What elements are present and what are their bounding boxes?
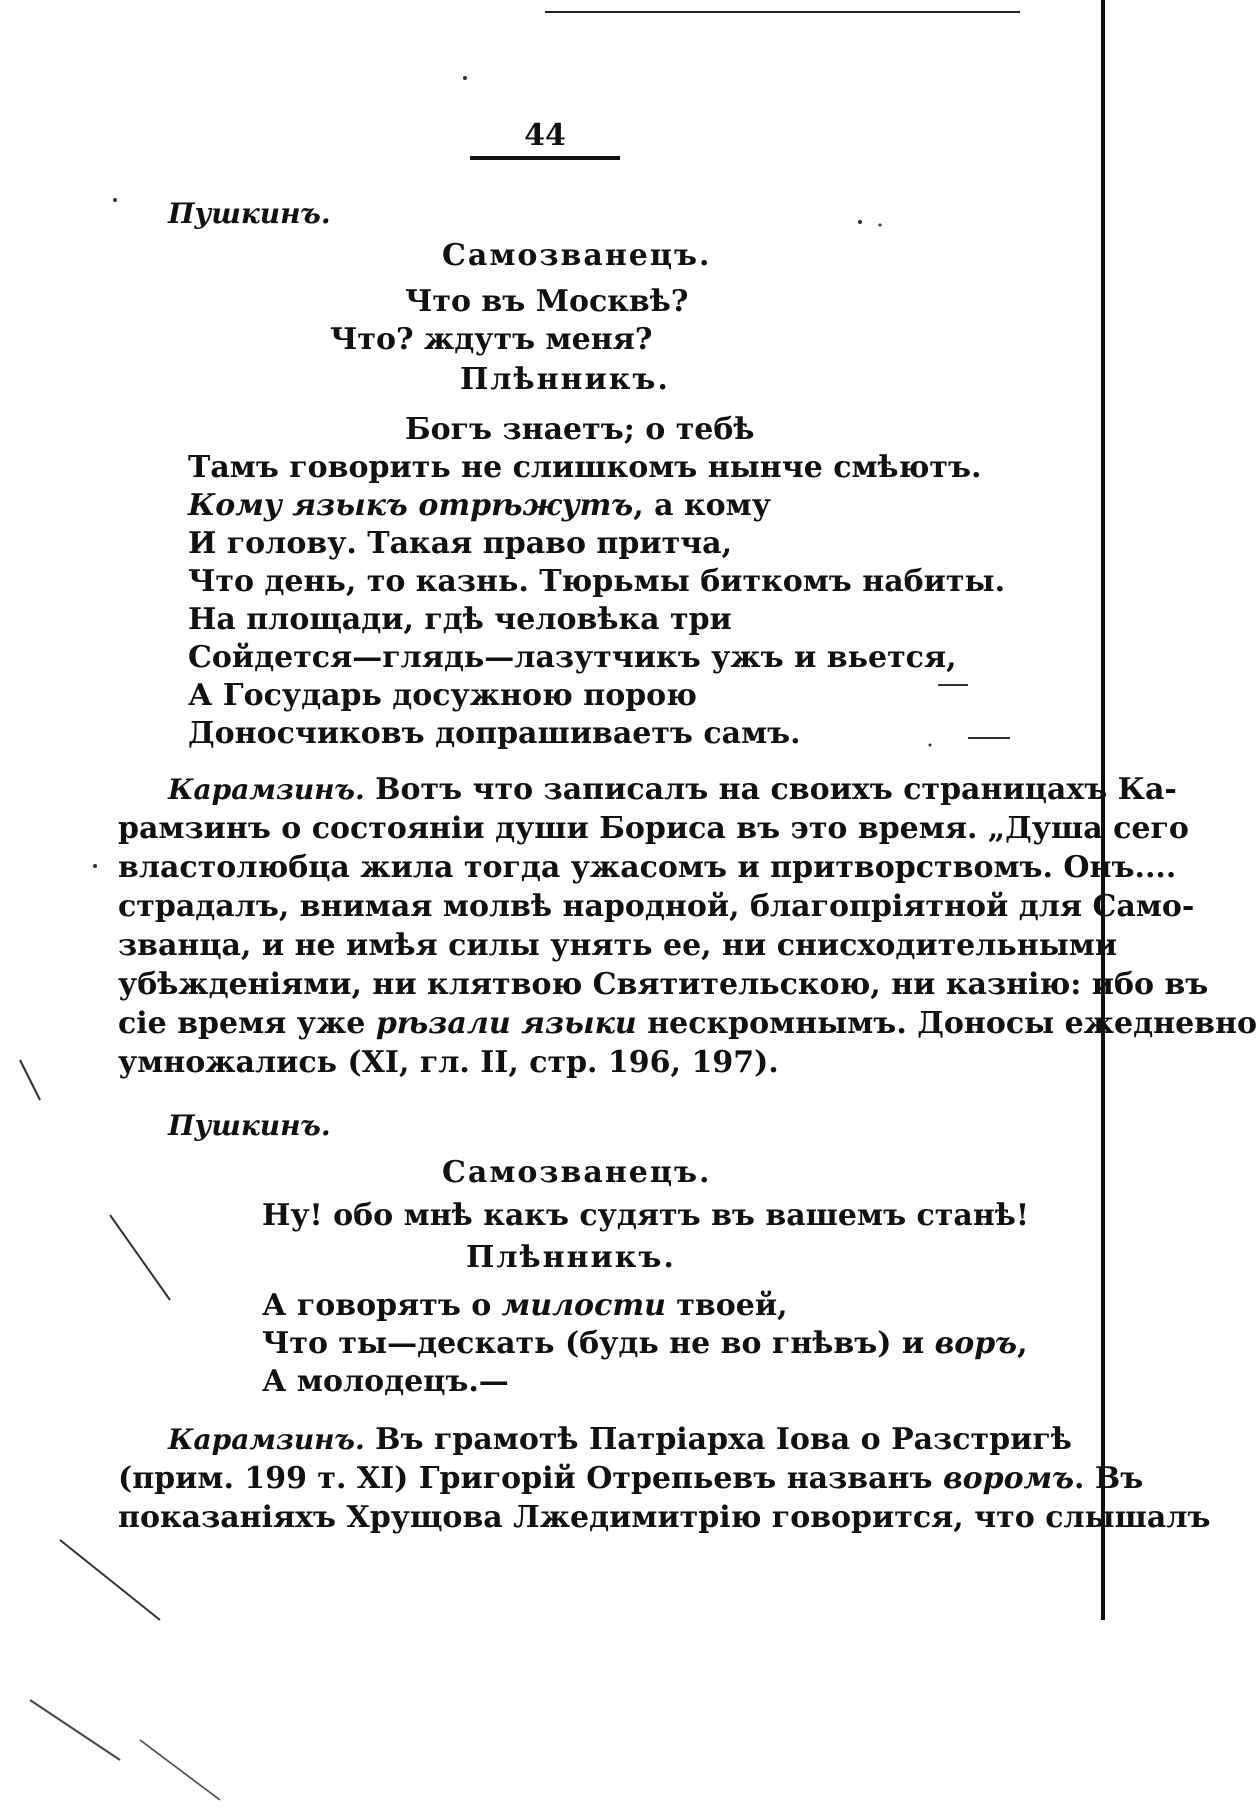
scan-speck: [879, 224, 882, 227]
prose-line: [118, 770, 1177, 809]
verse-line: На площади, гдѣ человѣка три: [188, 602, 732, 637]
verse-fragment: ,: [1017, 1326, 1028, 1361]
verse-line: Тамъ говорить не слишкомъ нынче смѣютъ.: [188, 450, 982, 485]
prose-fragment: (прим. 199 т. XI) Григорій Отрепьевъ названъ: [118, 1461, 943, 1496]
prose-fragment: . Въ: [1074, 1461, 1144, 1496]
karamzin-paragraph: [118, 770, 1257, 1082]
prose-fragment: сіе время уже: [118, 1006, 376, 1041]
prose-line: убѣжденіями, ни клятвою Святительскою, ни казнію: ибо въ: [118, 967, 1209, 1002]
prose-emphasis: рѣзали языки: [375, 1006, 637, 1041]
page-number-rule: [470, 156, 620, 160]
scan-streak: [60, 1540, 160, 1620]
prose-fragment: Вотъ что записалъ на своихъ страницахъ Ка-: [364, 772, 1177, 807]
prose-line: страдалъ, внимая молвѣ народной, благопріятной для Само-: [118, 889, 1195, 924]
verse-line: [262, 1288, 788, 1324]
scan-speck: [113, 198, 117, 202]
verse-fragment: твоей,: [665, 1288, 788, 1323]
speaker-name: Самозванецъ.: [442, 238, 712, 273]
prose-line: рамзинъ о состояніи души Бориса въ это время. „Душа сего: [118, 811, 1189, 846]
source-label: Карамзинъ.: [168, 773, 365, 806]
verse-line: И голову. Такая право притча,: [188, 526, 733, 561]
verse-line: Что? ждутъ меня?: [330, 322, 653, 357]
verse-line: Что въ Москвѣ?: [405, 284, 689, 319]
scan-streak: [140, 1740, 220, 1800]
scan-streak: [110, 1215, 170, 1300]
verse-line: [262, 1326, 1028, 1362]
speaker-name: Плѣнникъ.: [466, 1240, 676, 1275]
prose-line: [118, 1004, 1257, 1043]
verse-emphasis: милости: [501, 1288, 666, 1323]
scan-streak: [30, 1700, 120, 1760]
prose-line: властолюбца жила тогда ужасомъ и притворствомъ. Онъ....: [118, 850, 1177, 885]
prose-emphasis: воромъ: [942, 1461, 1074, 1496]
speaker-name: Плѣнникъ.: [460, 362, 670, 397]
page-number: 44: [524, 118, 566, 153]
verse-emphasis: воръ: [934, 1326, 1018, 1361]
verse-line: А молодецъ.—: [262, 1364, 509, 1399]
source-label: Карамзинъ.: [168, 1423, 365, 1456]
speaker-name: Самозванецъ.: [442, 1155, 712, 1190]
source-label: Пушкинъ.: [168, 197, 331, 230]
scan-speck: [93, 864, 97, 868]
verse-fragment: Что ты—дескать (будь не во гнѣвъ) и: [262, 1326, 935, 1361]
verse-line: [188, 488, 771, 524]
scan-streak: [20, 1060, 40, 1100]
scan-speck: [858, 220, 862, 224]
karamzin-paragraph: [118, 1420, 1211, 1537]
verse-line: Доносчиковъ допрашиваетъ самъ.: [188, 716, 801, 751]
prose-fragment: Въ грамотѣ Патріарха Іова о Разстригѣ: [364, 1422, 1072, 1457]
scan-speck: [929, 744, 932, 747]
prose-line: показаніяхъ Хрущова Лжедимитрію говорится, что слышалъ: [118, 1500, 1211, 1535]
verse-line: Сойдется—глядь—лазутчикъ ужъ и вьется,: [188, 640, 957, 675]
prose-line: званца, и не имѣя силы унять ее, ни снисходительными: [118, 928, 1118, 963]
verse-emphasis: Кому языкъ отрѣжутъ: [188, 488, 634, 523]
verse-line: Богъ знаетъ; о тебѣ: [405, 412, 755, 447]
verse-line: Ну! обо мнѣ какъ судятъ въ вашемъ станѣ!: [262, 1198, 1030, 1233]
source-label: Пушкинъ.: [168, 1109, 331, 1142]
verse-fragment: А говорятъ о: [262, 1288, 502, 1323]
scan-speck: [463, 76, 467, 80]
verse-line: Что день, то казнь. Тюрьмы биткомъ набиты.: [188, 564, 1006, 599]
verse-line: А Государь досужною порою: [188, 678, 697, 713]
prose-line: [118, 1459, 1144, 1498]
prose-fragment: нескромнымъ. Доносы ежедневно: [636, 1006, 1257, 1041]
prose-line: [118, 1420, 1072, 1459]
prose-line: умножались (XI, гл. II, стр. 196, 197).: [118, 1045, 779, 1080]
verse-fragment: , а кому: [633, 488, 771, 523]
